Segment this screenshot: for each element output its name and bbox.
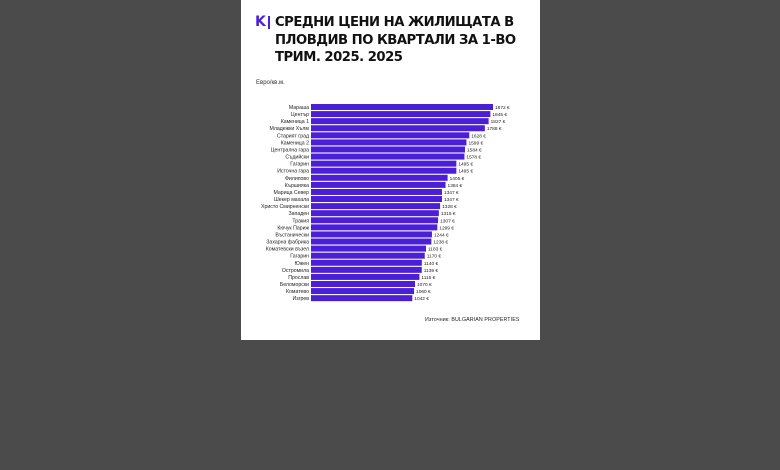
bar: [311, 175, 448, 181]
bar: [311, 295, 412, 301]
category-label: Кършияка: [284, 182, 309, 189]
value-label: 1872 €: [495, 106, 510, 111]
bar: [311, 210, 439, 216]
bar: [311, 231, 432, 237]
category-label: Кючук Париж: [277, 225, 309, 232]
value-label: 1244 €: [433, 233, 449, 239]
bar: [311, 139, 466, 145]
value-label: 1315 €: [440, 212, 456, 218]
value-label: 1183 €: [428, 247, 443, 253]
category-label: Център: [290, 112, 309, 119]
bar: [311, 267, 422, 273]
category-label: Младежки Хълм: [269, 126, 309, 133]
value-label: 1115 €: [421, 275, 436, 281]
bar: [311, 111, 490, 117]
value-label: 1599 €: [468, 141, 484, 147]
category-label: Съдийски: [285, 154, 309, 161]
value-label: 1070 €: [417, 283, 432, 288]
value-label: 1495 €: [458, 162, 474, 168]
value-label: 1307 €: [440, 219, 455, 225]
value-label: 1788 €: [486, 127, 502, 133]
unit-label: Евро/кв.м.: [256, 80, 285, 86]
category-label: Изгрев: [292, 296, 309, 303]
source-note: Източник: BULGARIAN PROPERTIES: [425, 317, 520, 323]
category-label: Старият град: [276, 133, 309, 140]
bar: [311, 196, 442, 202]
category-label: Гагарин: [290, 161, 309, 168]
bar: [311, 125, 485, 131]
category-label: Гагарин: [290, 253, 309, 260]
bar: [311, 260, 422, 266]
value-label: 1628 €: [471, 134, 486, 140]
bar: [311, 118, 489, 124]
category-label: Каменица 1: [280, 119, 309, 126]
bar: [311, 132, 469, 138]
bar: [311, 189, 442, 195]
category-label: Мараша: [288, 105, 309, 111]
bar: [311, 246, 426, 252]
value-label: 1042 €: [414, 297, 429, 303]
bar: [311, 146, 465, 152]
value-label: 1328 €: [442, 205, 457, 211]
bar: [311, 281, 415, 287]
value-label: 1384 €: [447, 183, 463, 189]
value-label: 1827 €: [490, 120, 506, 126]
value-label: 1495 €: [458, 169, 474, 175]
category-label: Въстанически: [275, 232, 309, 239]
bar: [311, 203, 440, 209]
category-label: Филипово: [284, 175, 309, 182]
bar: [311, 224, 437, 230]
category-label: Прослав: [288, 274, 309, 281]
value-label: 1139 €: [423, 268, 439, 274]
bar: [311, 104, 493, 110]
value-label: 1845 €: [492, 113, 508, 119]
value-label: 1299 €: [439, 226, 454, 232]
value-label: 1170 €: [426, 254, 442, 260]
bar: [311, 168, 456, 174]
brand-logo: K: [255, 14, 266, 30]
category-label: Коматевски възел: [265, 246, 309, 253]
value-label: 1347 €: [443, 198, 459, 204]
value-label: 1578 €: [466, 155, 482, 161]
category-label: Коматево: [285, 289, 309, 296]
bar: [311, 288, 414, 294]
category-label: Марица Север: [273, 189, 309, 196]
value-label: 1140 €: [423, 261, 439, 267]
category-label: Тракия: [292, 218, 309, 225]
category-label: Каменица 2: [280, 140, 309, 147]
bar: [311, 161, 456, 167]
bar: [311, 154, 464, 160]
category-label: Шекер махала: [274, 197, 309, 204]
value-label: 1405 €: [449, 176, 465, 182]
category-label: Западен: [288, 211, 309, 218]
category-label: Захарна фабрика: [266, 239, 309, 246]
value-label: 1584 €: [467, 148, 482, 154]
bar: [311, 239, 431, 245]
category-label: Христо Смирненски: [261, 204, 309, 211]
bar-chart: [241, 0, 540, 320]
category-label: Южен: [294, 260, 309, 267]
category-label: Источна гара: [277, 168, 309, 175]
bar: [311, 274, 419, 280]
category-label: Беломорски: [279, 282, 309, 288]
value-label: 1347 €: [443, 190, 459, 196]
bar: [311, 253, 425, 259]
bar: [311, 217, 438, 223]
category-label: Остромила: [281, 267, 309, 274]
value-label: 1060 €: [416, 290, 431, 296]
bar: [311, 182, 446, 188]
value-label: 1238 €: [433, 240, 449, 246]
category-label: Централна гара: [270, 147, 309, 154]
chart-card: [241, 0, 540, 340]
chart-title: СРЕДНИ ЦЕНИ НА ЖИЛИЩАТА В ПЛОВДИВ ПО КВАРТАЛИ ЗА 1-ВО ТРИМ. 2025. 2025: [275, 15, 516, 65]
